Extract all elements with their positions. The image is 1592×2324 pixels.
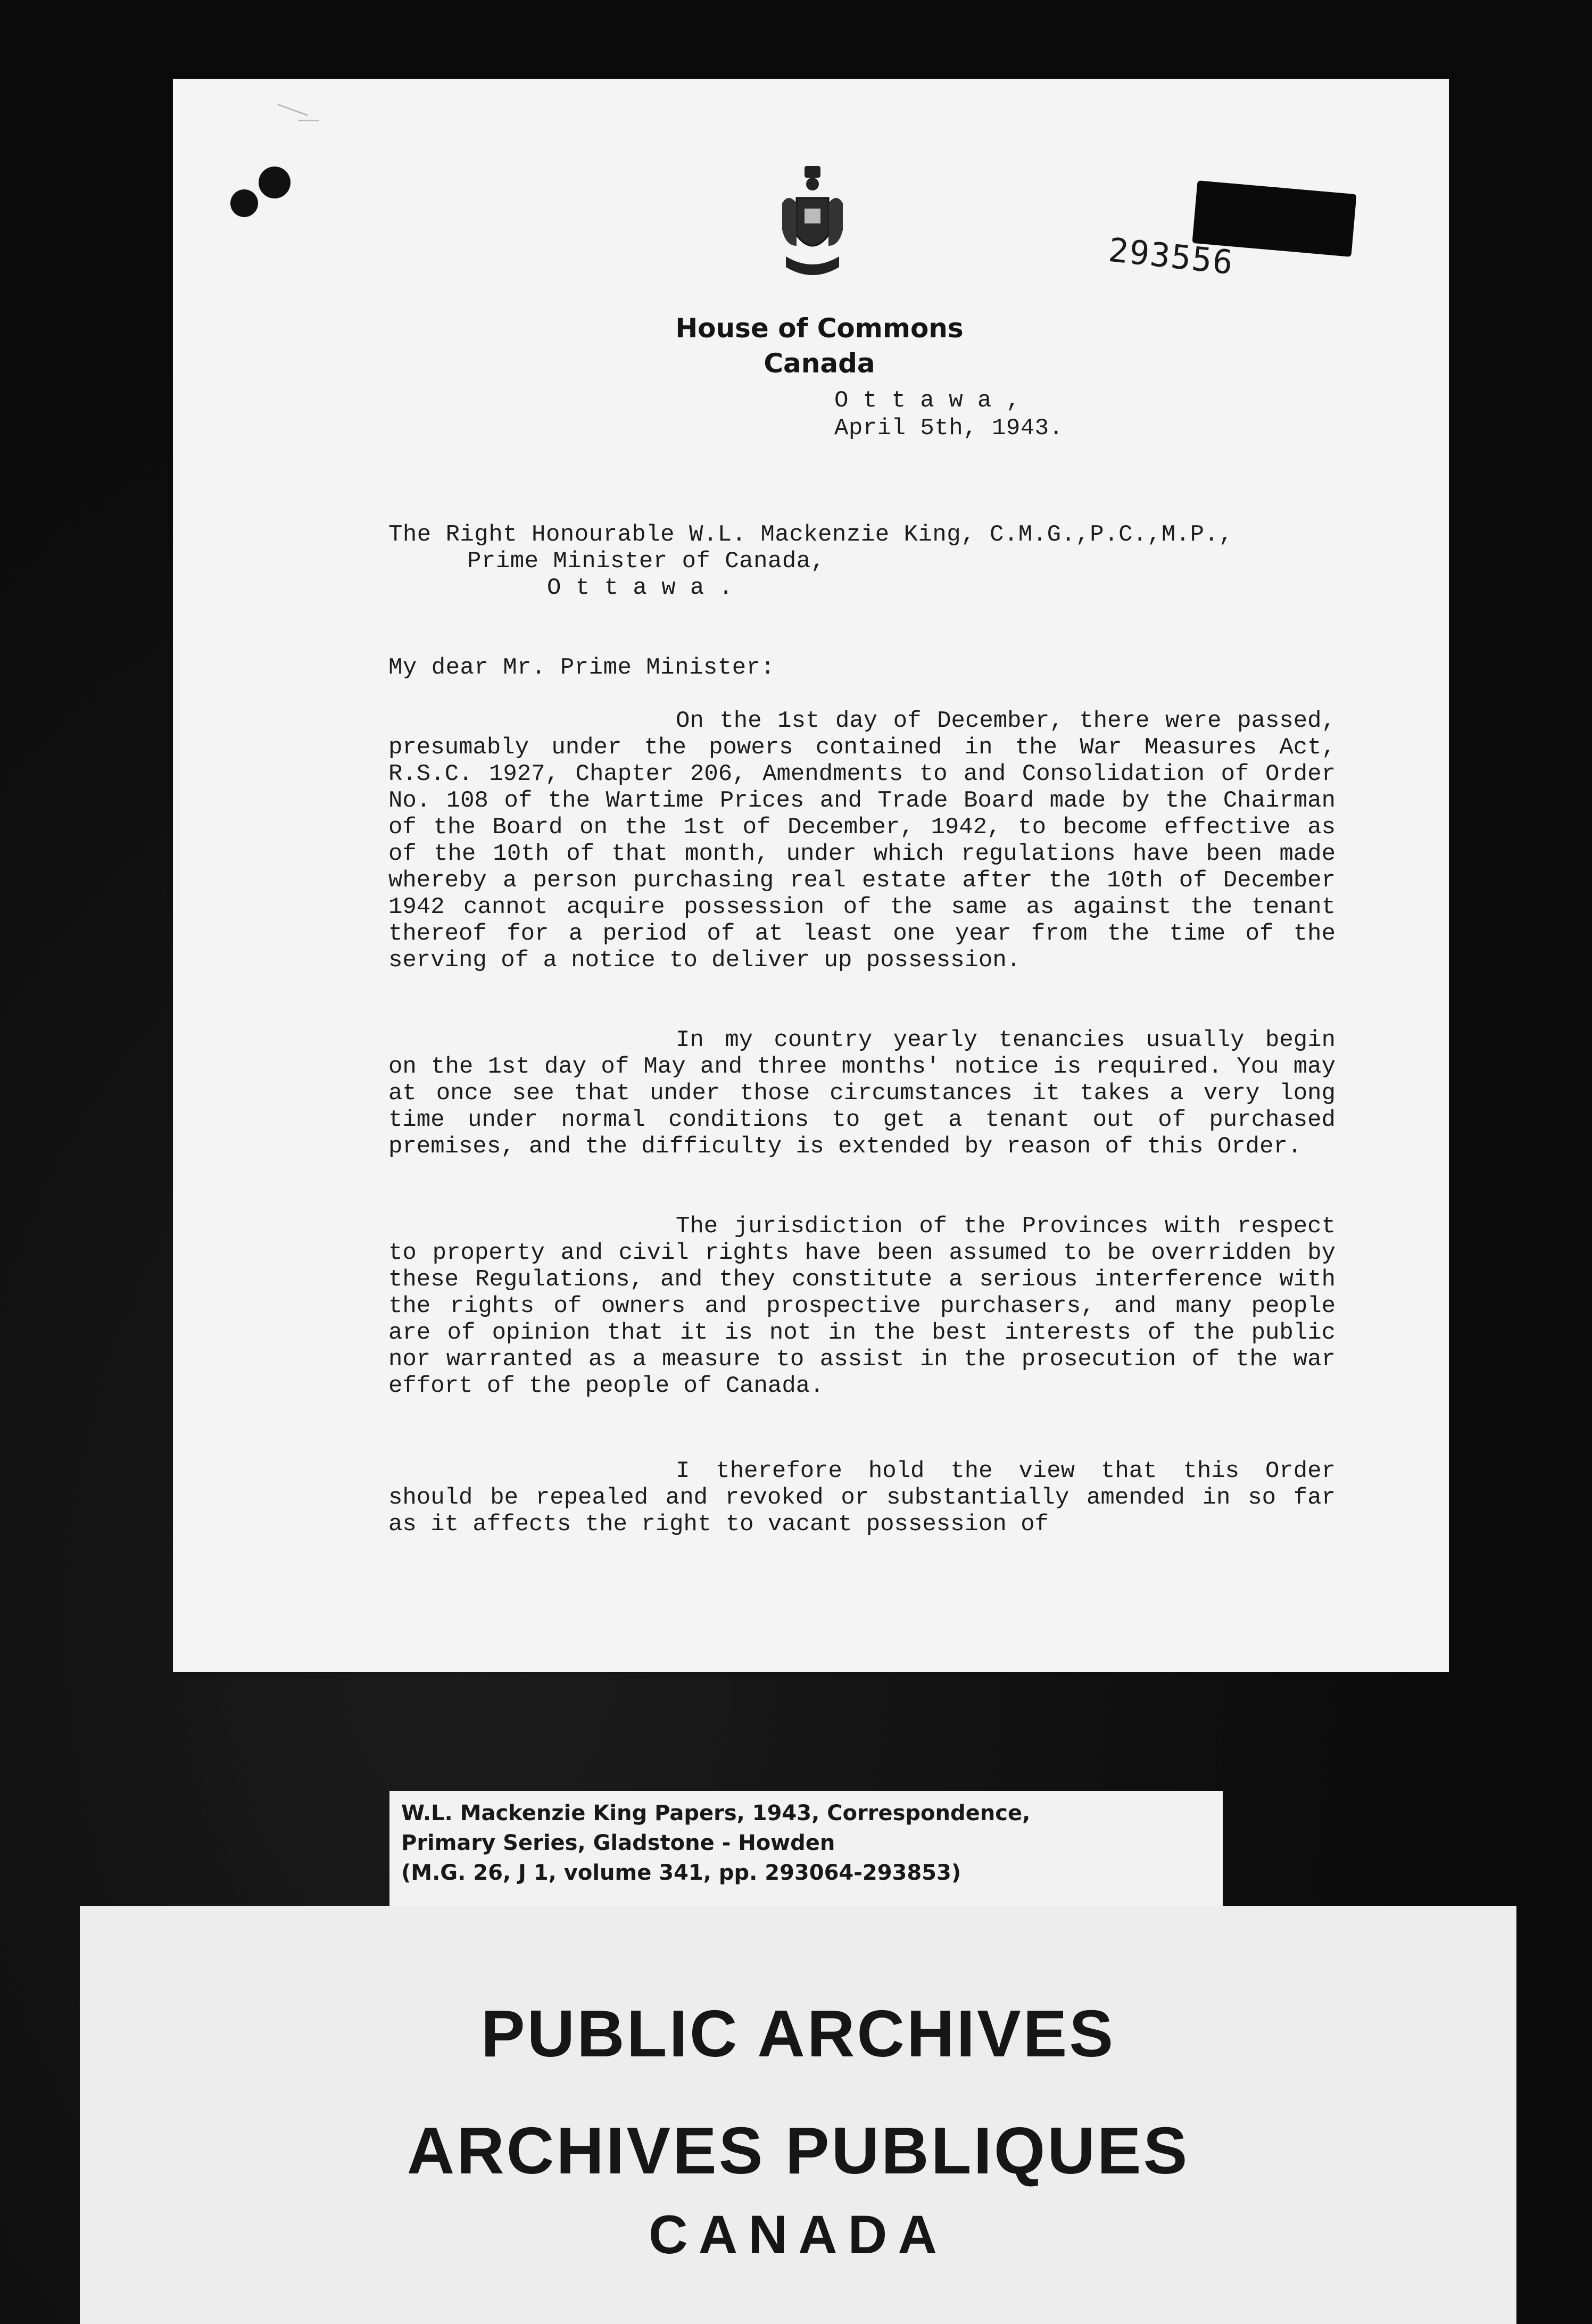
collection-caption: [389, 1791, 1223, 1907]
archives-country: CANADA: [649, 2204, 948, 2265]
body-paragraph: In my country yearly tenancies usually begin on the 1st day of May and three months' notice is required. You may at once see that under those circumstances it takes a very long time under normal conditions to get a tenant out of purchased premises, and the difficulty is extended by reason of this Order.: [388, 1027, 1336, 1160]
punch-hole: [259, 167, 291, 198]
punch-hole: [230, 189, 258, 217]
archives-label: [80, 1906, 1516, 2324]
letterhead-country: Canada: [764, 348, 875, 379]
caption-line: W.L. Mackenzie King Papers, 1943, Correspondence,: [401, 1801, 1031, 1825]
letterhead-title: House of Commons: [675, 313, 964, 344]
coat-of-arms-icon: [778, 166, 847, 288]
document-stamp-number: 293556: [1106, 230, 1236, 283]
archives-title-fr: ARCHIVES PUBLIQUES: [407, 2114, 1190, 2188]
caption-line: Primary Series, Gladstone - Howden: [401, 1831, 835, 1855]
paper-scratch: [298, 120, 319, 121]
archives-title-en: PUBLIC ARCHIVES: [480, 1997, 1116, 2071]
address-line: The Right Honourable W.L. Mackenzie King, C.M.G.,P.C.,M.P.,: [388, 521, 1233, 548]
address-line: O t t a w a .: [547, 575, 733, 601]
letter-date: April 5th, 1943.: [834, 415, 1064, 442]
body-paragraph: I therefore hold the view that this Order should be repealed and revoked or substantially amended in so far as it affects the right to vacant possession of: [388, 1458, 1336, 1538]
body-paragraph: The jurisdiction of the Provinces with respect to property and civil rights have been assumed to be overridden by these Regulations, and they constitute a serious interference with the rights of owners and prospective purchasers, and many people are of opinion that it is not in the best interests of the public nor warranted as a measure to assist in the prosecution of the war effort of the people of Canada.: [388, 1213, 1336, 1399]
caption-line: (M.G. 26, J 1, volume 341, pp. 293064-293853): [401, 1861, 961, 1885]
address-line: Prime Minister of Canada,: [467, 548, 825, 575]
body-paragraph: On the 1st day of December, there were passed, presumably under the powers contained in the War Measures Act, R.S.C. 1927, Chapter 206, Amendments to and Consolidation of Order No. 108 of the Wartime Prices and Trade Board made by the Chairman of the Board on the 1st of December, 1942, to become effective as of the 10th of that month, under which regulations have been made whereby a person purchasing real estate after the 10th of December 1942 cannot acquire possession of the same as against the tenant thereof for a period of at least one year from the time of the serving of a notice to deliver up possession.: [388, 708, 1336, 974]
salutation: My dear Mr. Prime Minister:: [388, 654, 775, 681]
letter-place: O t t a w a ,: [834, 387, 1021, 414]
